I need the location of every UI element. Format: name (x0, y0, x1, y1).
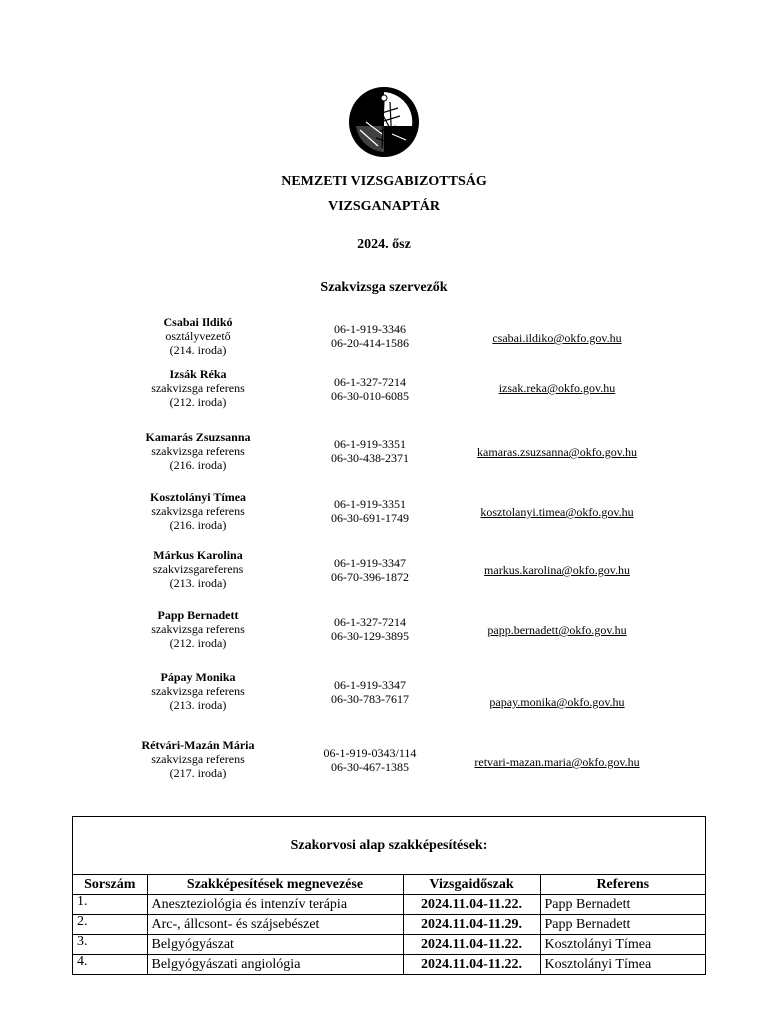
doc-title: VIZSGANAPTÁR (327, 199, 440, 214)
contact-phones (290, 678, 450, 706)
cell-number: 1. (73, 895, 147, 915)
contact-mobile: 06-30-438-2371 (331, 451, 409, 465)
emblem-logo-icon (348, 86, 420, 158)
contact-phone: 06-1-919-0343/114 (323, 746, 417, 760)
col-header-number: Sorszám (73, 875, 147, 895)
contact-phones (290, 497, 450, 525)
contact-role: szakvizsga referens (151, 622, 245, 636)
contact-mobile: 06-70-396-1872 (331, 570, 409, 584)
contact-email-link[interactable]: izsak.reka@okfo.gov.hu (498, 381, 616, 395)
contact-name: Izsák Réka (169, 367, 227, 381)
cell-period: 2024.11.04-11.22. (403, 895, 540, 915)
cell-referent: Kosztolányi Tímea (540, 955, 705, 975)
contact-mobile: 06-30-783-7617 (331, 692, 409, 706)
contact-mobile: 06-30-691-1749 (331, 511, 409, 525)
contact-name: Kamarás Zsuzsanna (145, 430, 251, 444)
contact-room: (212. iroda) (169, 395, 227, 409)
contact-role: szakvizsgareferens (152, 562, 244, 576)
contact-role: osztályvezető (165, 329, 231, 343)
cell-number: 2. (73, 915, 147, 935)
col-header-referent: Referens (540, 875, 705, 895)
contact-phones (290, 322, 450, 350)
contact-email-link[interactable]: kosztolanyi.timea@okfo.gov.hu (480, 505, 634, 519)
cell-name: Aneszteziológia és intenzív terápia (147, 895, 403, 915)
table-row (73, 935, 705, 955)
contact-email-link[interactable]: papay.monika@okfo.gov.hu (489, 695, 625, 709)
contact-phones (290, 615, 450, 643)
cell-referent: Papp Bernadett (540, 895, 705, 915)
contact-mobile: 06-30-010-6085 (331, 389, 409, 403)
contact-name-cell (108, 670, 288, 712)
contact-room: (214. iroda) (169, 343, 227, 357)
table-row (73, 915, 705, 935)
contact-phones (290, 556, 450, 584)
col-header-name: Szakképesítések megnevezése (147, 875, 403, 895)
contact-phone: 06-1-919-3347 (334, 556, 406, 570)
contact-name-cell (108, 367, 288, 409)
contact-role: szakvizsga referens (151, 444, 245, 458)
contact-phone: 06-1-919-3347 (334, 678, 406, 692)
contact-phone: 06-1-327-7214 (334, 375, 406, 389)
contact-email-link[interactable]: papp.bernadett@okfo.gov.hu (487, 623, 627, 637)
cell-name: Belgyógyászat (147, 935, 403, 955)
contact-name: Márkus Karolina (153, 548, 243, 562)
table-header-row (73, 875, 705, 895)
contact-name-cell (108, 315, 288, 357)
contact-name: Pápay Monika (160, 670, 236, 684)
cell-number: 3. (73, 935, 147, 955)
org-title: NEMZETI VIZSGABIZOTTSÁG (281, 174, 487, 189)
contact-role: szakvizsga referens (151, 504, 245, 518)
contact-mobile: 06-30-467-1385 (331, 760, 409, 774)
cell-period: 2024.11.04-11.22. (403, 955, 540, 975)
contact-name: Rétvári-Mazán Mária (141, 738, 255, 752)
contact-phone: 06-1-327-7214 (334, 615, 406, 629)
contact-name-cell (108, 430, 288, 472)
cell-referent: Papp Bernadett (540, 915, 705, 935)
period-title: 2024. ősz (357, 237, 411, 252)
contact-mobile: 06-20-414-1586 (331, 336, 409, 350)
contact-phone: 06-1-919-3346 (334, 322, 406, 336)
contact-name-cell (108, 738, 288, 780)
contact-room: (212. iroda) (169, 636, 227, 650)
contact-room: (216. iroda) (169, 518, 227, 532)
cell-period: 2024.11.04-11.22. (403, 935, 540, 955)
contact-email-link[interactable]: kamaras.zsuzsanna@okfo.gov.hu (477, 445, 637, 459)
cell-name: Belgyógyászati angiológia (147, 955, 403, 975)
contact-name: Kosztolányi Tímea (149, 490, 247, 504)
contact-email-link[interactable]: retvari-mazan.maria@okfo.gov.hu (474, 755, 640, 769)
contact-room: (213. iroda) (169, 576, 227, 590)
contact-email-link[interactable]: markus.karolina@okfo.gov.hu (484, 563, 630, 577)
cell-name: Arc-, állcsont- és szájsebészet (147, 915, 403, 935)
contact-email-link[interactable]: csabai.ildiko@okfo.gov.hu (492, 331, 622, 345)
contact-name: Csabai Ildikó (163, 315, 233, 329)
cell-period: 2024.11.04-11.29. (403, 915, 540, 935)
qualifications-table (73, 875, 705, 974)
cell-referent: Kosztolányi Tímea (540, 935, 705, 955)
organizers-heading: Szakvizsga szervezők (320, 280, 448, 295)
contact-room: (216. iroda) (169, 458, 227, 472)
table-row (73, 955, 705, 975)
contact-phones (290, 746, 450, 774)
contact-name-cell (108, 608, 288, 650)
table-title: Szakorvosi alap szakképesítések: (73, 817, 705, 875)
table-row (73, 895, 705, 915)
contact-name-cell (108, 490, 288, 532)
contact-phone: 06-1-919-3351 (334, 497, 406, 511)
col-header-period: Vizsgaidőszak (403, 875, 540, 895)
contact-phone: 06-1-919-3351 (334, 437, 406, 451)
contact-role: szakvizsga referens (151, 684, 245, 698)
contact-role: szakvizsga referens (151, 752, 245, 766)
contact-room: (217. iroda) (169, 766, 227, 780)
contact-name-cell (108, 548, 288, 590)
contact-mobile: 06-30-129-3895 (331, 629, 409, 643)
contact-room: (213. iroda) (169, 698, 227, 712)
qualifications-table-box (72, 816, 706, 975)
cell-number: 4. (73, 955, 147, 975)
contact-role: szakvizsga referens (151, 381, 245, 395)
contact-name: Papp Bernadett (157, 608, 239, 622)
contact-phones (290, 437, 450, 465)
contact-phones (290, 375, 450, 403)
